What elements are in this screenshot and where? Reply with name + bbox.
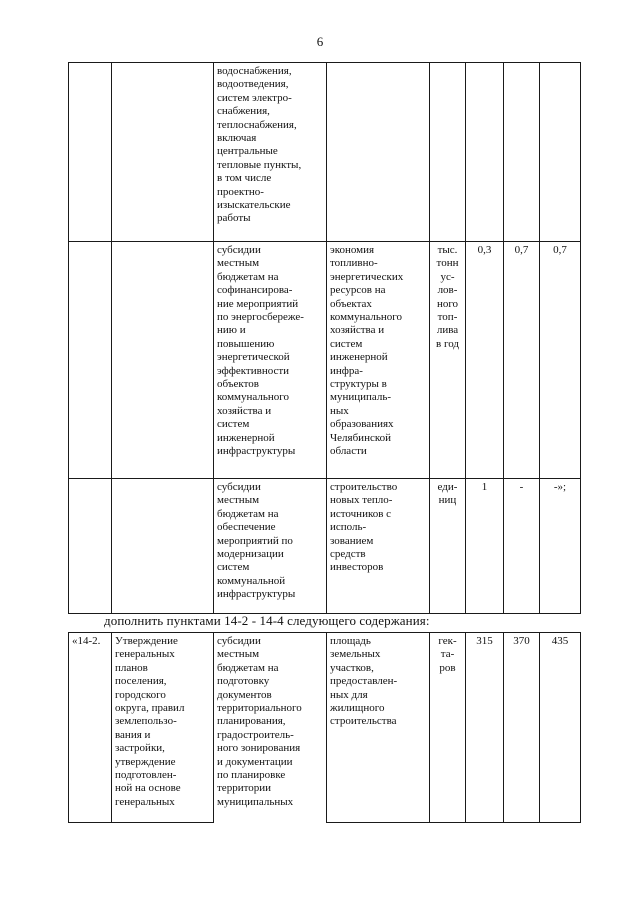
table-row (69, 242, 581, 479)
indicator-cell: экономия топливно- энергетических ресурсов на объектах коммунального хозяйства и систем инженерной инфра- структуры в муниципаль- ных образованиях Челябинской области (327, 242, 430, 479)
unit-cell: гек- та- ров (430, 633, 466, 823)
num-cell (69, 63, 112, 242)
value-cell: -»; (540, 479, 581, 614)
measure-cell: водоснабжения, водоотведения, систем электро- снабжения, теплоснабжения, включая центральные тепловые пункты, в том числе проектно- изыскательские работы (214, 63, 327, 242)
value-cell: 0,3 (466, 242, 504, 479)
measure-cell: субсидии местным бюджетам на обеспечение мероприятий по модернизации систем коммунальной инфраструктуры (214, 479, 327, 614)
table-row (69, 479, 581, 614)
program-table-continuation (68, 62, 581, 614)
value-cell: - (504, 479, 540, 614)
num-cell (69, 242, 112, 479)
page-number: 6 (316, 34, 324, 49)
task-cell: Утверждение генеральных планов поселения, городского округа, правил землепользо- вания и застройки, утверждение подготовлен- ной на основе генеральных (112, 633, 214, 823)
unit-cell: тыс. тонн ус- лов- ного топ- лива в год (430, 242, 466, 479)
indicator-cell: площадь земельных участков, предоставлен- ных для жилищного строительства (327, 633, 430, 823)
table-row (69, 63, 581, 242)
unit-cell: еди- ниц (430, 479, 466, 614)
task-cell (112, 63, 214, 242)
value-cell: 0,7 (540, 242, 581, 479)
indicator-cell: строительство новых тепло- источников с исполь- зованием средств инвесторов (327, 479, 430, 614)
num-cell: «14-2. (69, 633, 112, 823)
unit-cell (430, 63, 466, 242)
task-cell (112, 479, 214, 614)
value-cell (504, 63, 540, 242)
program-table-new-items (68, 632, 581, 823)
num-cell (69, 479, 112, 614)
value-cell (466, 63, 504, 242)
value-cell: 435 (540, 633, 581, 823)
value-cell: 1 (466, 479, 504, 614)
measure-cell: субсидии местным бюджетам на софинансирова- ние мероприятий по энергосбереже- нию и повышению энергетической эффективности объектов коммунального хозяйства и систем инженерной инфраструктуры (214, 242, 327, 479)
table-row (69, 633, 581, 823)
value-cell: 0,7 (504, 242, 540, 479)
indicator-cell (327, 63, 430, 242)
value-cell: 315 (466, 633, 504, 823)
task-cell (112, 242, 214, 479)
value-cell: 370 (504, 633, 540, 823)
supplement-text: дополнить пунктами 14-2 - 14-4 следующего содержания: (104, 613, 430, 628)
value-cell (540, 63, 581, 242)
measure-cell: субсидии местным бюджетам на подготовку документов территориального планирования, градостроитель- ного зонирования и документации по планировке территории муниципальных (214, 633, 327, 823)
